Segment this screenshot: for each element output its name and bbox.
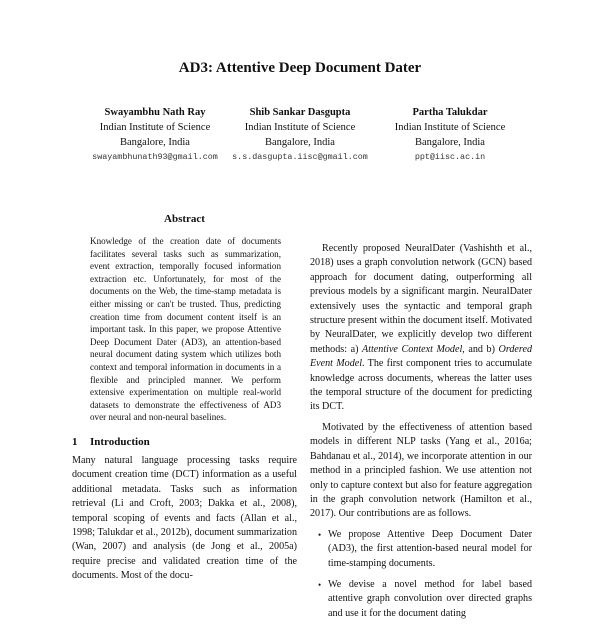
section-number: 1 xyxy=(72,435,78,448)
paragraph-text: . The first component tries to accumulate knowledge across documents, whereas the latter uses the temporal structure of the document for predicting its DCT. xyxy=(310,358,533,413)
left-column xyxy=(72,213,297,584)
author-affiliation: Indian Institute of Science xyxy=(99,122,211,133)
author-affiliation: Indian Institute of Science xyxy=(394,122,506,133)
author-affiliation: Indian Institute of Science xyxy=(244,122,356,133)
author-block xyxy=(215,105,385,165)
right-column xyxy=(310,242,532,628)
method-name-ordered-event: Ordered Event Model xyxy=(310,343,532,370)
bullet-icon: • xyxy=(318,579,322,590)
author-location: Bangalore, India xyxy=(120,137,190,148)
intro-paragraph: Many natural language processing tasks require document creation time (DCT) information as a useful additional metadata. Tasks such as information retrieval (Li and Croft, 2003; Dakka et al., 2008), temporal scoping of events and facts (Allan et al., 1998; Talukdar et al., 2012b), document summarization (Wan, 2007) and analysis (de Jong et al., 2005a) require precise and validated creation time of the documents. Most of the docu- xyxy=(72,454,297,582)
section-heading-introduction xyxy=(72,436,297,448)
neuraldater-paragraph xyxy=(310,242,532,415)
abstract-heading: Abstract xyxy=(164,213,205,225)
author-name: Partha Talukdar xyxy=(412,107,488,118)
method-name-attentive-context: Attentive Context Model xyxy=(362,343,463,355)
paragraph-text: , and b) xyxy=(462,343,499,355)
contributions-list xyxy=(310,528,532,621)
author-email: s.s.dasgupta.iisc@gmail.com xyxy=(232,152,368,162)
contribution-text: We propose Attentive Deep Document Dater (AD3), the first attention-based neural model for time-stamping documents. xyxy=(328,528,532,569)
author-name: Swayambhu Nath Ray xyxy=(104,107,206,118)
paper-title: AD3: Attentive Deep Document Dater xyxy=(178,60,422,76)
section-title: Introduction xyxy=(90,435,150,448)
author-location: Bangalore, India xyxy=(415,137,485,148)
author-name: Shib Sankar Dasgupta xyxy=(249,107,351,118)
author-email: ppt@iisc.ac.in xyxy=(414,152,486,162)
contribution-text: We devise a novel method for label based attentive graph convolution over directed graphs and use it for the document dating xyxy=(328,578,532,619)
author-email: swayambhunath93@gmail.com xyxy=(92,152,218,162)
paragraph-text: Recently proposed NeuralDater (Vashishth et al., 2018) uses a graph convolution network (GCN) based approach for document dating, outperforming all previous models by a significant margin. NeuralDater extensively uses the syntactic and temporal graph structure present within the document itself. Motivated by NeuralDater, we explicitly develop two different methods: a) xyxy=(310,243,532,355)
attention-paragraph: Motivated by the effectiveness of attention based models in different NLP tasks (Yang et al., 2016a; Bahdanau et al., 2014), we incorporate attention in our method in a principled fashion. We use attention not only to capture context but also for feature aggregation in the graph convolution network (Hamilton et al., 2017). Our contributions are as follows. xyxy=(310,421,532,520)
author-location: Bangalore, India xyxy=(265,137,335,148)
bullet-icon: • xyxy=(318,529,322,540)
author-block xyxy=(365,105,535,165)
abstract-text: Knowledge of the creation date of documents facilitates several tasks such as summarization, event extraction, temporally focused information extraction etc. Unfortunately, for most of the documents on the Web, the time-stamp metadata is either missing or can't be trusted. Thus, predicting creation time from document content itself is an important task. In this paper, we propose Attentive Deep Document Dater (AD3), an attention-based neural document dating system which utilizes both context and temporal information in documents in a flexible and principled manner. We perform extensive experimentation on multiple real-world datasets to demonstrate the effectiveness of AD3 over neural and non-neural baselines. xyxy=(90,236,281,423)
contribution-item xyxy=(310,528,532,571)
